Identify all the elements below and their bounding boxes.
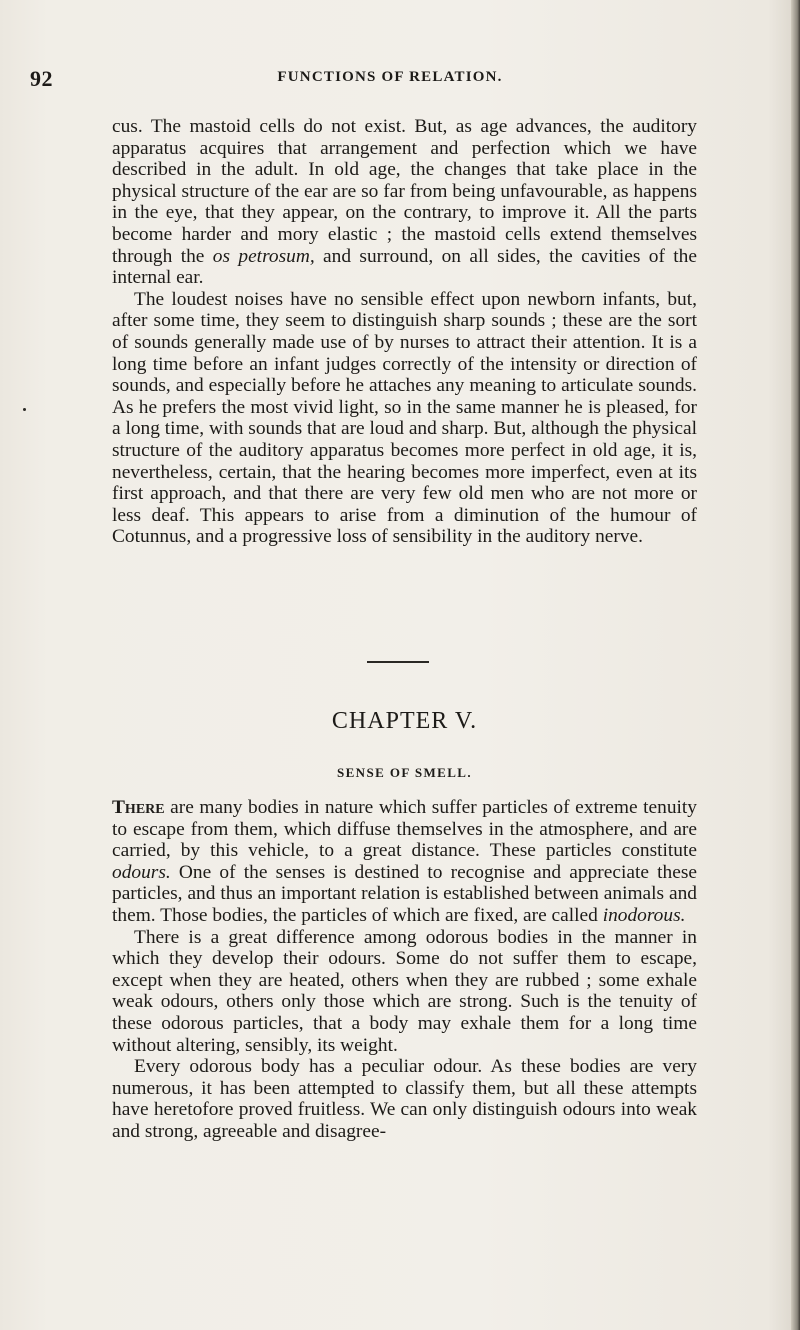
paragraph: cus. The mastoid cells do not exist. But, as age advances, the auditory apparatus acquires that arrangement and perfection which we have described in the adult. In old age, the changes that take place in the physical structure of the ear are so far from being unfavourable, as happens in the eye, that they appear, on the contrary, to improve it. All the parts become harder and mory elastic ; the mastoid cells extend themselves through the os petrosum, and surround, on all sides, the cavities of the internal ear. xyxy=(112,116,697,289)
paragraph: The loudest noises have no sensible effect upon newborn infants, but, after some time, they seem to distinguish sharp sounds ; these are the sort of sounds generally made use of by nurses to attract their attention. It is a long time before an infant judges correctly of the intensity or direction of sounds, and especially before he attaches any meaning to articulate sounds. As he prefers the most vivid light, so in the same manner he is pleased, for a long time, with sounds that are loud and sharp. But, although the physical structure of the auditory apparatus becomes more perfect in old age, it is, nevertheless, certain, that the hearing becomes more imperfect, even at its first approach, and that there are very few old men who are not more or less deaf. This appears to arise from a diminution of the humour of Cotunnus, and a progressive loss of sensibility in the auditory nerve. xyxy=(112,288,697,548)
body-text-top xyxy=(112,116,697,548)
body-text-chapter xyxy=(112,797,697,1143)
chapter-title: CHAPTER V. xyxy=(331,708,478,734)
page-header xyxy=(30,66,750,94)
italic-term: os petrosum, xyxy=(212,245,315,267)
chapter-subtitle: SENSE OF SMELL. xyxy=(336,765,473,780)
running-head: FUNCTIONS OF RELATION. xyxy=(277,69,503,85)
paragraph: Every odorous body has a peculiar odour. As these bodies are very numerous, it has been attempted to classify them, but all these attempts have heretofore proved fruitless. We can only distinguish odours into weak and strong, agreeable and disagree- xyxy=(112,1056,697,1142)
page-edge-shadow xyxy=(791,0,800,1330)
paragraph: There is a great difference among odorous bodies in the manner in which they develop their odours. Some do not suffer them to escape, except when they are heated, others when they are rubbed ; some exhale weak odours, others only those which are strong. Such is the tenuity of these odorous particles, that a body may exhale them for a long time without altering, sensibly, its weight. xyxy=(112,926,697,1056)
italic-term: odours. xyxy=(112,861,171,883)
lead-word: There xyxy=(112,797,165,818)
paragraph: There are many bodies in nature which suffer particles of extreme tenuity to escape from them, which diffuse themselves in the atmosphere, and are carried, by this vehicle, to a great distance. These particles constitute odours. One of the senses is destined to recognise and appreciate these particles, and thus an important relation is established between animals and them. Those bodies, the particles of which are fixed, are called inodorous. xyxy=(112,797,697,926)
section-divider xyxy=(367,661,429,663)
ink-speck xyxy=(23,408,26,411)
page-number: 92 xyxy=(30,66,53,91)
italic-term: inodorous. xyxy=(602,904,686,926)
